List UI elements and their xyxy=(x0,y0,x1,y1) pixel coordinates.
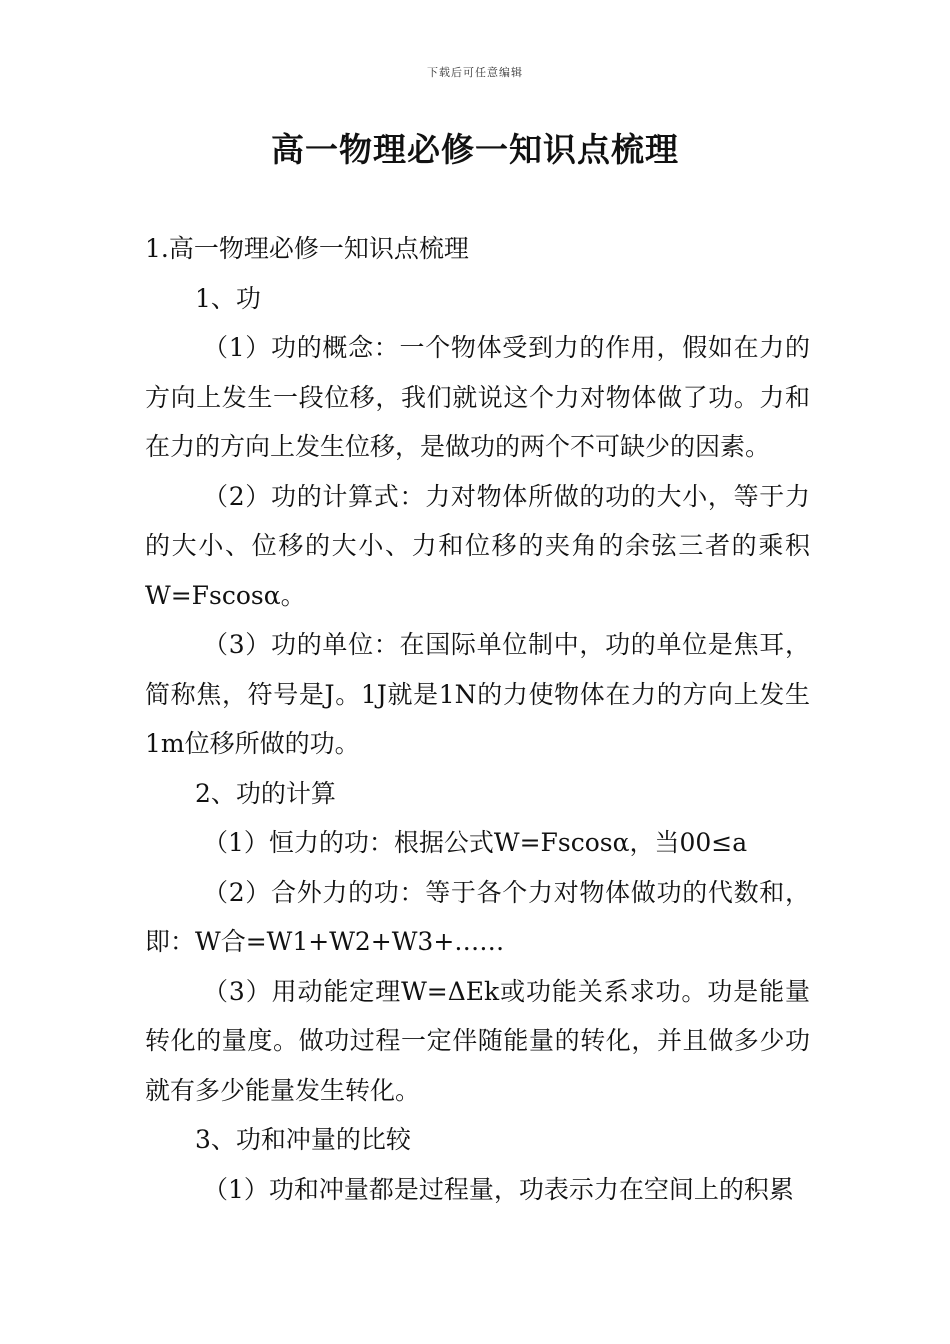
section-heading-work: 1、功 xyxy=(195,283,261,313)
paragraph-net-force-work: （2）合外力的功：等于各个力对物体做功的代数和，即：W合=W1+W2+W3+…… xyxy=(145,877,810,956)
section-heading-work-calculation: 2、功的计算 xyxy=(195,778,336,808)
paragraph-work-concept: （1）功的概念：一个物体受到力的作用，假如在力的方向上发生一段位移，我们就说这个力对物体做了功。力和在力的方向上发生位移，是做功的两个不可缺少的因素。 xyxy=(145,333,810,461)
paragraph-work-formula: （2）功的计算式：力对物体所做的功的大小，等于力的大小、位移的大小、力和位移的夹角的余弦三者的乘积W=Fscosα。 xyxy=(145,481,810,610)
document-body xyxy=(145,224,810,1214)
section-heading-work-impulse: 3、功和冲量的比较 xyxy=(195,1125,411,1154)
paragraph-work-impulse-compare: （1）功和冲量都是过程量，功表示力在空间上的积累 xyxy=(203,1174,794,1204)
paragraph-kinetic-energy-theorem: （3）用动能定理W=ΔEk或功能关系求功。功是能量转化的量度。做功过程一定伴随能量的转化，并且做多少功就有多少能量发生转化。 xyxy=(145,976,810,1105)
page-title: 高一物理必修一知识点梳理 xyxy=(271,130,679,169)
header-note: 下载后可任意编辑 xyxy=(427,66,523,79)
paragraph-work-unit: （3）功的单位：在国际单位制中，功的单位是焦耳，简称焦，符号是J。1J就是1N的力使物体在力的方向上发生1m位移所做的功。 xyxy=(145,630,810,758)
main-heading: 1.高一物理必修一知识点梳理 xyxy=(145,234,469,263)
paragraph-constant-force-work: （1）恒力的功：根据公式W=Fscosα，当00≤a xyxy=(203,828,748,857)
